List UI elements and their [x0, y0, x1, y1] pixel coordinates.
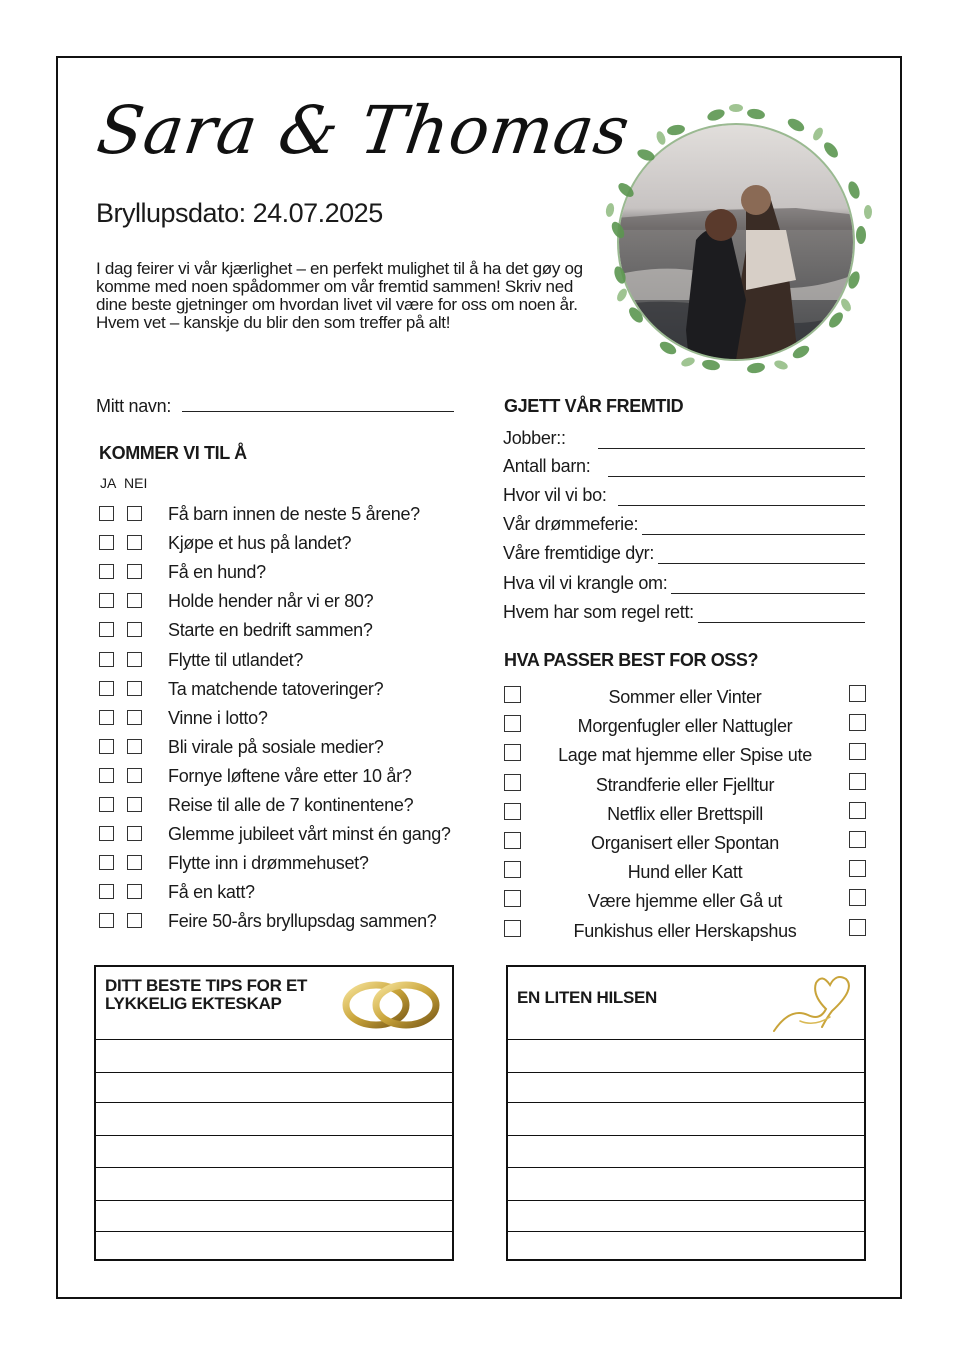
no-checkbox[interactable]	[127, 797, 142, 812]
best-fit-option: Organisert eller Spontan	[591, 833, 779, 853]
future-heading: GJETT VÅR FREMTID	[504, 396, 684, 416]
will-we-question: Få barn innen de neste 5 årene?	[168, 504, 420, 524]
yes-checkbox[interactable]	[99, 506, 114, 521]
will-we-question: Feire 50-års bryllupsdag sammen?	[168, 911, 437, 932]
no-checkbox[interactable]	[127, 710, 142, 725]
no-checkbox[interactable]	[127, 826, 142, 841]
greeting-line[interactable]	[508, 1167, 864, 1168]
no-checkbox[interactable]	[127, 593, 142, 608]
gold-heart-doodle-icon	[770, 971, 862, 1037]
tips-box	[94, 965, 454, 1261]
best-fit-option: Være hjemme eller Gå ut	[587, 891, 783, 912]
future-field[interactable]	[503, 514, 865, 538]
wedding-date: Bryllupsdato: 24.07.2025	[96, 198, 383, 228]
future-field-label: Hvor vil vi bo:	[503, 485, 611, 506]
left-choice-checkbox[interactable]	[504, 774, 521, 791]
greeting-line[interactable]	[508, 1200, 864, 1201]
greeting-line[interactable]	[508, 1072, 864, 1073]
left-choice-checkbox[interactable]	[504, 715, 521, 732]
yes-checkbox[interactable]	[99, 652, 114, 667]
will-we-heading: KOMMER VI TIL Å	[99, 443, 247, 463]
no-checkbox[interactable]	[127, 564, 142, 579]
yes-checkbox[interactable]	[99, 855, 114, 870]
greeting-line[interactable]	[508, 1135, 864, 1136]
future-field[interactable]	[503, 456, 865, 480]
left-choice-checkbox[interactable]	[504, 861, 521, 878]
will-we-question: Kjøpe et hus på landet?	[168, 533, 352, 554]
future-field[interactable]	[503, 543, 865, 567]
yes-checkbox[interactable]	[99, 535, 114, 550]
right-choice-checkbox[interactable]	[849, 831, 866, 848]
yes-checkbox[interactable]	[99, 710, 114, 725]
future-field-line[interactable]	[618, 505, 865, 506]
best-fit-heading: HVA PASSER BEST FOR OSS?	[504, 650, 759, 670]
yes-checkbox[interactable]	[99, 826, 114, 841]
best-fit-row	[504, 858, 866, 882]
left-choice-checkbox[interactable]	[504, 890, 521, 907]
no-checkbox[interactable]	[127, 739, 142, 754]
greeting-line[interactable]	[508, 1231, 864, 1232]
best-fit-option: Morgenfugler eller Nattugler	[577, 716, 793, 737]
right-choice-checkbox[interactable]	[849, 714, 866, 731]
greeting-box-title: EN LITEN HILSEN	[517, 988, 658, 1007]
best-fit-option: Netflix eller Brettspill	[607, 803, 763, 824]
left-choice-checkbox[interactable]	[504, 686, 521, 703]
no-checkbox[interactable]	[127, 681, 142, 696]
best-fit-option: Lage mat hjemme eller Spise ute	[558, 745, 812, 766]
future-field-line[interactable]	[648, 593, 865, 594]
best-fit-row	[504, 800, 866, 824]
tips-line[interactable]	[96, 1072, 452, 1073]
no-checkbox[interactable]	[127, 884, 142, 899]
couple-photo-wreath	[596, 100, 880, 384]
best-fit-option: Funkishus eller Herskapshus	[573, 920, 797, 941]
future-field-label: Jobber::	[503, 428, 570, 449]
will-we-question: Reise til alle de 7 kontinentene?	[168, 795, 414, 815]
left-choice-checkbox[interactable]	[504, 920, 521, 937]
left-choice-checkbox[interactable]	[504, 744, 521, 761]
no-checkbox[interactable]	[127, 506, 142, 521]
intro-text: I dag feirer vi vår kjærlighet – en perfekt mulighet til å ha det gøy og komme med noen spådommer om vår fremtid sammen! Skriv ned dine beste gjetninger om hvordan livet vil være for oss om noen år. Hvem vet – kanskje du blir den som treffer på alt!	[96, 259, 583, 332]
will-we-question: Flytte inn i drømmehuset?	[168, 853, 369, 874]
wedding-rings-icon	[340, 975, 444, 1035]
future-field-line[interactable]	[608, 476, 865, 477]
best-fit-row	[504, 887, 866, 911]
best-fit-row	[504, 712, 866, 736]
right-choice-checkbox[interactable]	[849, 685, 866, 702]
yes-checkbox[interactable]	[99, 622, 114, 637]
yes-checkbox[interactable]	[99, 884, 114, 899]
will-we-question: Flytte til utlandet?	[168, 649, 304, 670]
future-field-line[interactable]	[628, 534, 865, 535]
will-we-question: Holde hender når vi er 80?	[168, 591, 374, 612]
future-field-label: Hva vil vi krangle om:	[503, 573, 671, 594]
name-field[interactable]	[96, 396, 454, 417]
no-checkbox[interactable]	[127, 535, 142, 550]
yes-checkbox[interactable]	[99, 681, 114, 696]
name-field-label: Mitt navn:	[96, 396, 172, 416]
no-checkbox[interactable]	[127, 855, 142, 870]
greeting-box	[506, 965, 866, 1261]
no-checkbox[interactable]	[127, 913, 142, 928]
future-field[interactable]	[503, 573, 865, 597]
will-we-question: Få en katt?	[168, 882, 255, 903]
left-choice-checkbox[interactable]	[504, 832, 521, 849]
will-we-question: Glemme jubileet vårt minst én gang?	[168, 824, 451, 845]
tips-line[interactable]	[96, 1135, 452, 1136]
couple-names: Sara & Thomas	[92, 92, 635, 169]
tips-line[interactable]	[96, 1167, 452, 1168]
tips-box-header	[96, 967, 452, 1040]
future-field-label: Hvem har som regel rett:	[503, 602, 698, 623]
tips-line[interactable]	[96, 1200, 452, 1201]
will-we-question: Starte en bedrift sammen?	[168, 620, 373, 641]
no-checkbox[interactable]	[127, 768, 142, 783]
right-choice-checkbox[interactable]	[849, 860, 866, 877]
no-checkbox[interactable]	[127, 622, 142, 637]
will-we-question: Få en hund?	[168, 562, 266, 583]
best-fit-option: Hund eller Katt	[627, 862, 743, 883]
no-column-label: NEI	[124, 475, 148, 491]
future-field[interactable]	[503, 602, 865, 626]
best-fit-row	[504, 741, 866, 765]
yes-checkbox[interactable]	[99, 739, 114, 754]
yes-checkbox[interactable]	[99, 564, 114, 579]
tips-line[interactable]	[96, 1102, 452, 1103]
future-field-line[interactable]	[598, 448, 865, 449]
will-we-question: Bli virale på sosiale medier?	[168, 736, 384, 757]
future-field[interactable]	[503, 428, 865, 452]
future-field-label: Antall barn:	[503, 456, 594, 477]
will-we-question: Ta matchende tatoveringer?	[168, 678, 384, 699]
best-fit-row	[504, 829, 866, 853]
right-choice-checkbox[interactable]	[849, 889, 866, 906]
tips-line[interactable]	[96, 1231, 452, 1232]
yes-checkbox[interactable]	[99, 768, 114, 783]
greeting-line[interactable]	[508, 1102, 864, 1103]
best-fit-option: Sommer eller Vinter	[608, 687, 762, 707]
yes-column-label: JA	[100, 475, 117, 491]
best-fit-row	[504, 917, 866, 941]
right-choice-checkbox[interactable]	[849, 773, 866, 790]
will-we-question: Fornye løftene våre etter 10 år?	[168, 765, 412, 786]
yes-checkbox[interactable]	[99, 797, 114, 812]
tips-box-title: DITT BESTE TIPS FOR ET LYKKELIG EKTESKAP	[105, 976, 308, 1013]
left-choice-checkbox[interactable]	[504, 803, 521, 820]
future-field-label: Våre fremtidige dyr:	[503, 543, 658, 564]
future-field[interactable]	[503, 485, 865, 509]
future-field-label: Vår drømmeferie:	[503, 514, 642, 535]
greeting-box-header	[508, 967, 864, 1040]
right-choice-checkbox[interactable]	[849, 919, 866, 936]
yes-checkbox[interactable]	[99, 593, 114, 608]
future-field-line[interactable]	[638, 563, 865, 564]
best-fit-row	[504, 683, 866, 707]
will-we-question: Vinne i lotto?	[168, 707, 268, 728]
best-fit-option: Strandferie eller Fjelltur	[595, 774, 775, 795]
right-choice-checkbox[interactable]	[849, 802, 866, 819]
right-choice-checkbox[interactable]	[849, 743, 866, 760]
no-checkbox[interactable]	[127, 652, 142, 667]
name-field-line[interactable]	[182, 411, 454, 412]
best-fit-row	[504, 771, 866, 795]
yes-checkbox[interactable]	[99, 913, 114, 928]
